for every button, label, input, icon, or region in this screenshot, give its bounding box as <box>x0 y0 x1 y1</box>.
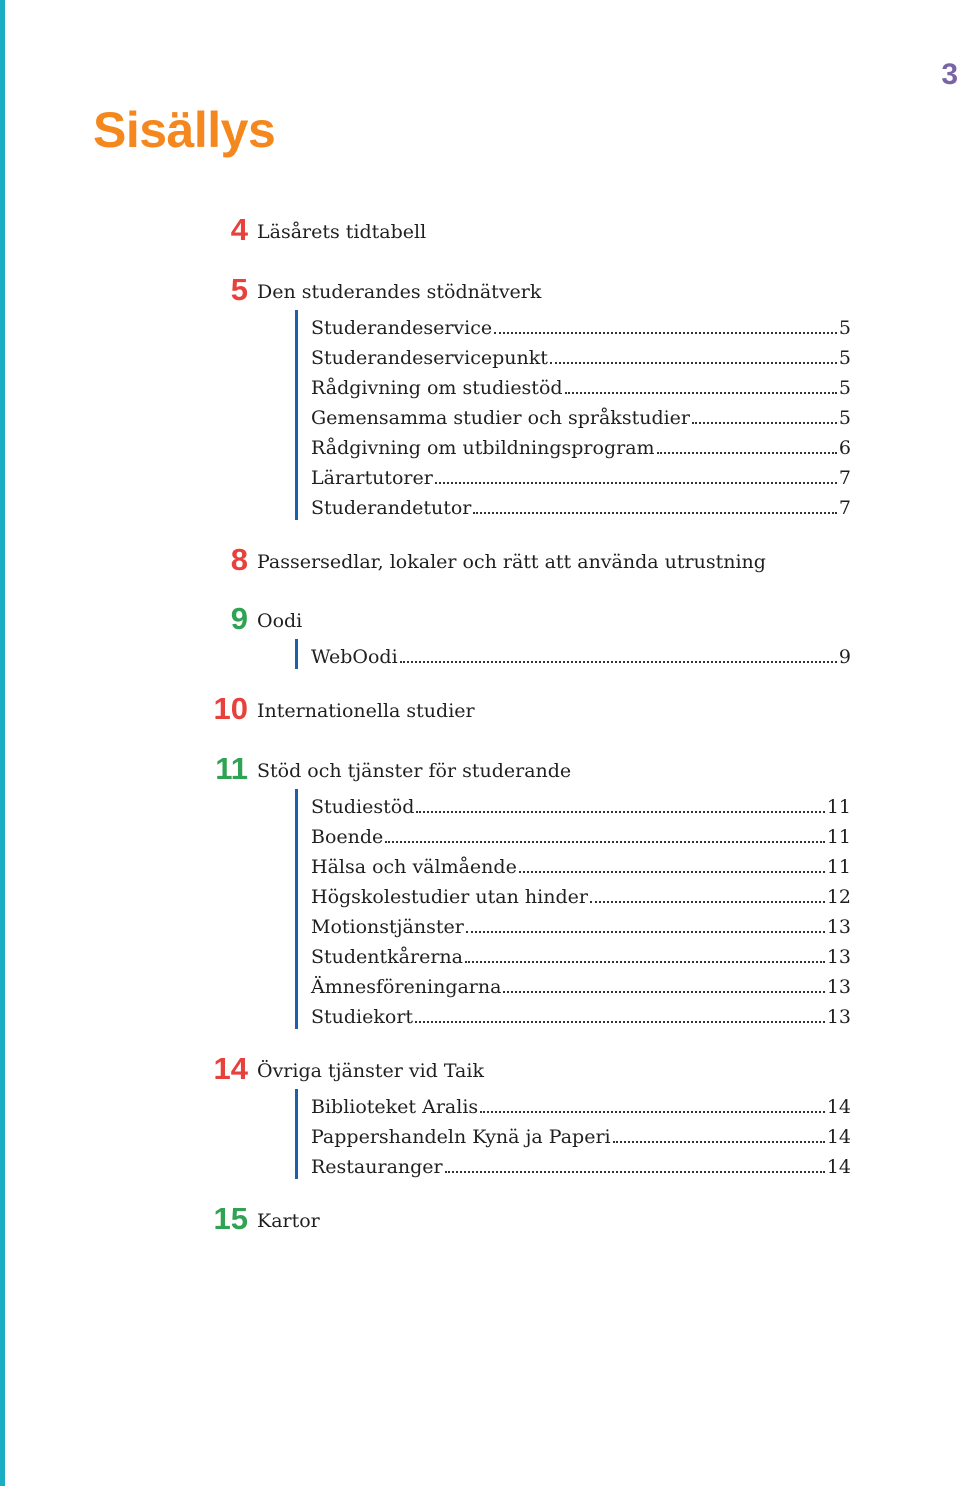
section-number: 11 <box>215 751 248 786</box>
dot-leader <box>465 961 825 963</box>
sub-entry-list <box>295 789 871 1029</box>
dot-leader <box>466 931 825 933</box>
entry-label: Motionstjänster <box>311 916 464 938</box>
sub-entry-list <box>295 310 871 520</box>
entry-page-number: 14 <box>826 1126 851 1148</box>
dot-leader <box>480 1111 825 1113</box>
entry-label: Studiekort <box>311 1006 414 1028</box>
entry-page-number: 6 <box>838 437 851 459</box>
section-number: 10 <box>213 691 248 726</box>
entry-label: Studerandeservice <box>311 317 493 339</box>
entry-label: Studerandeservicepunkt <box>311 347 548 369</box>
entry-label: Högskolestudier utan hinder <box>311 886 588 908</box>
entry-label: Biblioteket Aralis <box>311 1096 479 1118</box>
dot-leader <box>416 811 824 813</box>
section-title[interactable]: Stöd och tjänster för studerande <box>257 760 572 782</box>
toc-entry[interactable] <box>311 939 851 969</box>
toc-entry[interactable] <box>311 310 851 340</box>
dot-leader <box>565 392 837 394</box>
entry-page-number: 14 <box>826 1096 851 1118</box>
dot-leader <box>415 1021 825 1023</box>
dot-leader <box>385 841 825 843</box>
entry-label: Ämnesföreningarna <box>311 976 502 998</box>
entry-label: Studiestöd <box>311 796 415 818</box>
dot-leader <box>503 991 824 993</box>
dot-leader <box>435 482 837 484</box>
page-title: Sisällys <box>93 102 276 158</box>
entry-page-number: 11 <box>826 796 851 818</box>
toc-entry[interactable] <box>311 1149 851 1179</box>
entry-page-number: 12 <box>826 886 851 908</box>
section-title[interactable]: Övriga tjänster vid Taik <box>257 1060 484 1082</box>
toc-entry[interactable] <box>311 1089 851 1119</box>
toc-entry[interactable] <box>311 340 851 370</box>
toc-entry[interactable] <box>311 879 851 909</box>
dot-leader <box>494 332 837 334</box>
entry-label: Pappershandeln Kynä ja Paperi <box>311 1126 611 1148</box>
entry-label: Hälsa och välmående <box>311 856 517 878</box>
entry-page-number: 11 <box>826 826 851 848</box>
entry-label: Boende <box>311 826 384 848</box>
toc-entry[interactable] <box>311 789 851 819</box>
sub-entry-list <box>295 1089 871 1179</box>
entry-label: Lärartutorer <box>311 467 433 489</box>
dot-leader <box>519 871 825 873</box>
entry-page-number: 9 <box>838 646 851 668</box>
section-number: 8 <box>230 542 248 577</box>
section-title[interactable]: Den studerandes stödnätverk <box>257 281 542 303</box>
dot-leader <box>657 452 837 454</box>
toc-entry[interactable] <box>311 909 851 939</box>
entry-page-number: 7 <box>838 467 851 489</box>
dot-leader <box>550 362 837 364</box>
sub-entry-list <box>295 639 871 669</box>
entry-label: Gemensamma studier och språkstudier <box>311 407 691 429</box>
section-title[interactable]: Läsårets tidtabell <box>257 221 427 243</box>
entry-label: Studentkårerna <box>311 946 463 968</box>
dot-leader <box>400 661 837 663</box>
toc-entry[interactable] <box>311 969 851 999</box>
entry-label: WebOodi <box>311 646 398 668</box>
section-number: 5 <box>230 272 248 307</box>
section-title[interactable]: Kartor <box>257 1210 320 1232</box>
toc-entry[interactable] <box>311 849 851 879</box>
entry-page-number: 5 <box>838 377 851 399</box>
section-number: 9 <box>230 601 248 636</box>
entry-page-number: 5 <box>838 317 851 339</box>
dot-leader <box>613 1141 825 1143</box>
dot-leader <box>692 422 837 424</box>
page-number: 3 <box>941 58 958 91</box>
dot-leader <box>473 512 837 514</box>
dot-leader <box>590 901 825 903</box>
entry-label: Rådgivning om studiestöd <box>311 377 563 399</box>
entry-page-number: 5 <box>838 347 851 369</box>
section-title[interactable]: Passersedlar, lokaler och rätt att använda utrustning <box>257 551 766 573</box>
entry-label: Restauranger <box>311 1156 443 1178</box>
toc-entry[interactable] <box>311 639 851 669</box>
section-title[interactable]: Internationella studier <box>257 700 475 722</box>
entry-page-number: 11 <box>826 856 851 878</box>
entry-page-number: 13 <box>826 916 851 938</box>
entry-page-number: 13 <box>826 946 851 968</box>
entry-page-number: 14 <box>826 1156 851 1178</box>
section-title[interactable]: Oodi <box>257 610 303 632</box>
section-number: 4 <box>230 212 248 247</box>
entry-page-number: 7 <box>838 497 851 519</box>
toc-entry[interactable] <box>311 490 851 520</box>
toc-entry[interactable] <box>311 400 851 430</box>
section-number: 15 <box>213 1201 248 1236</box>
entry-page-number: 5 <box>838 407 851 429</box>
dot-leader <box>445 1171 825 1173</box>
toc-entry[interactable] <box>311 999 851 1029</box>
entry-label: Studerandetutor <box>311 497 472 519</box>
toc-entry[interactable] <box>311 460 851 490</box>
entry-page-number: 13 <box>826 1006 851 1028</box>
toc-entry[interactable] <box>311 370 851 400</box>
toc-entry[interactable] <box>311 819 851 849</box>
entry-page-number: 13 <box>826 976 851 998</box>
entry-label: Rådgivning om utbildningsprogram <box>311 437 655 459</box>
toc-entry[interactable] <box>311 1119 851 1149</box>
section-number: 14 <box>213 1051 248 1086</box>
toc-entry[interactable] <box>311 430 851 460</box>
